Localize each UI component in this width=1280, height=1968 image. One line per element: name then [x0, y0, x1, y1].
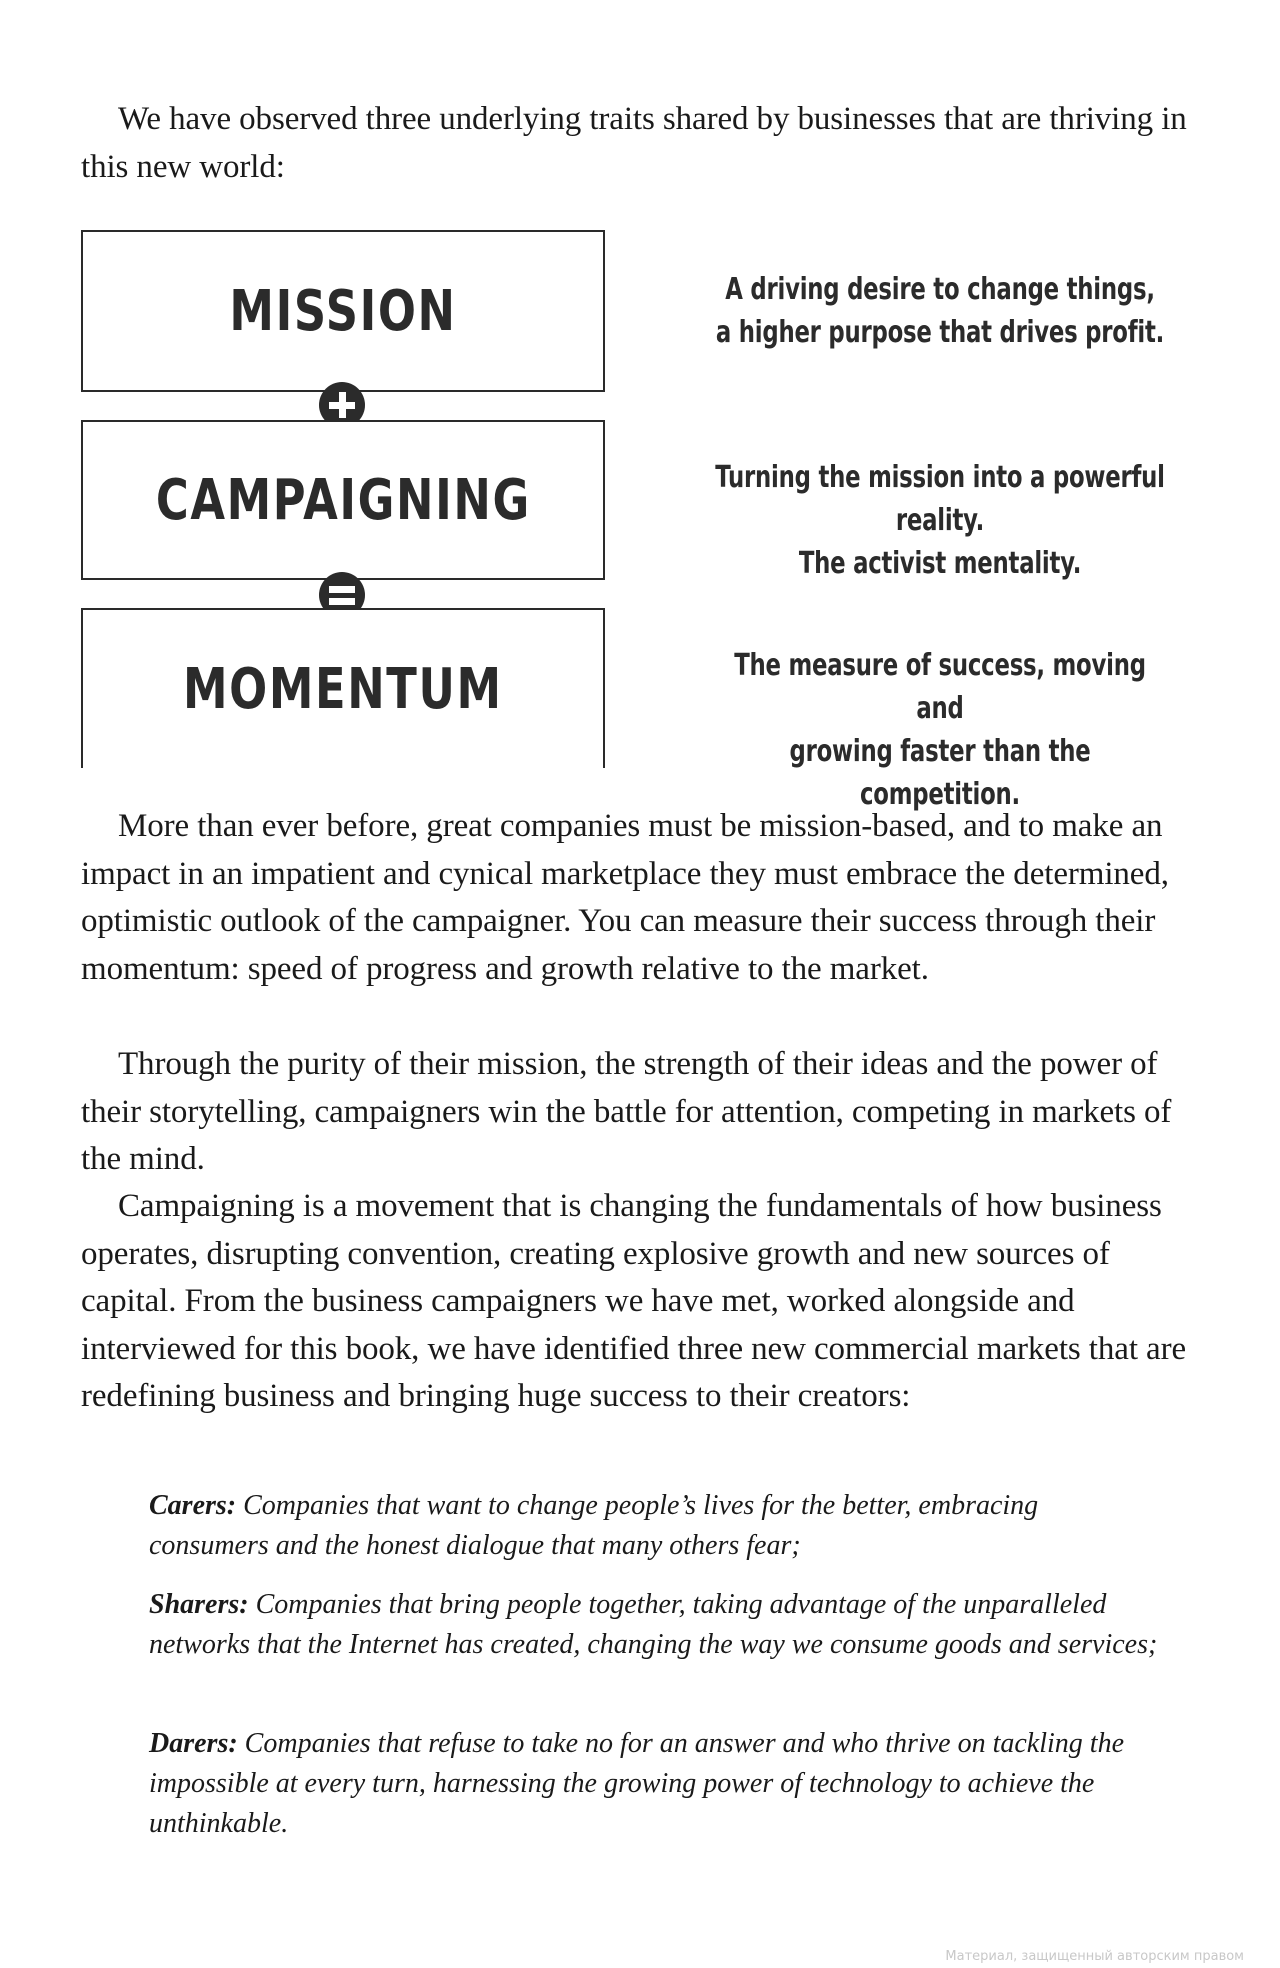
campaigning-label: CAMPAIGNING — [155, 467, 531, 533]
campaigning-description — [712, 456, 1168, 585]
campaigning-description-line1: Turning the mission into a powerful reality. — [715, 460, 1165, 538]
momentum-box — [81, 608, 605, 768]
campaigning-description-line2: The activist mentality. — [798, 546, 1082, 581]
momentum-description — [712, 644, 1168, 816]
momentum-description-line2: growing faster than the competition. — [789, 734, 1091, 812]
market-term: Sharers: — [149, 1589, 249, 1620]
market-text: Companies that refuse to take no for an answer and who thrive on tackling the impossible at every turn, harnessing the growing power of technology to achieve the unthinkable. — [149, 1728, 1124, 1839]
campaigning-box — [81, 420, 605, 580]
body-paragraph: Through the purity of their mission, the strength of their ideas and the power of their storytelling, campaigners win the battle for attention, competing in markets of the mind. — [81, 1046, 1172, 1177]
market-item-sharers — [149, 1585, 1159, 1665]
market-item-carers — [149, 1486, 1159, 1566]
market-item-darers — [149, 1724, 1159, 1844]
momentum-description-line1: The measure of success, moving and — [734, 648, 1146, 726]
intro-paragraph: We have observed three underlying traits shared by businesses that are thriving in this new world: — [81, 101, 1187, 185]
momentum-label: MOMENTUM — [183, 656, 503, 722]
copyright-watermark: Материал, защищенный авторским правом — [945, 1949, 1244, 1964]
body-paragraph: More than ever before, great companies must be mission-based, and to make an impact in an impatient and cynical marketplace they must embrace the determined, optimistic outlook of the campaigner. You can measure their success through their momentum: speed of progress and growth relative to the market. — [81, 808, 1169, 987]
body-paragraph: Campaigning is a movement that is changing the fundamentals of how business operates, disrupting convention, creating explosive growth and new sources of capital. From the business campaigners we have met, worked alongside and interviewed for this book, we have identified three new commercial markets that are redefining business and bringing huge success to their creators: — [81, 1188, 1187, 1414]
market-term: Carers: — [149, 1490, 237, 1521]
mission-description-line1: A driving desire to change things, — [725, 272, 1155, 307]
mission-description-line2: a higher purpose that drives profit. — [715, 315, 1165, 350]
market-text: Companies that bring people together, taking advantage of the unparalleled networks that the Internet has created, changing the way we consume goods and services; — [149, 1589, 1158, 1660]
mission-box — [81, 230, 605, 392]
market-term: Darers: — [149, 1728, 238, 1759]
market-text: Companies that want to change people’s lives for the better, embracing consumers and the honest dialogue that many others fear; — [149, 1490, 1039, 1561]
mission-description — [712, 268, 1168, 354]
mission-label: MISSION — [229, 278, 457, 344]
